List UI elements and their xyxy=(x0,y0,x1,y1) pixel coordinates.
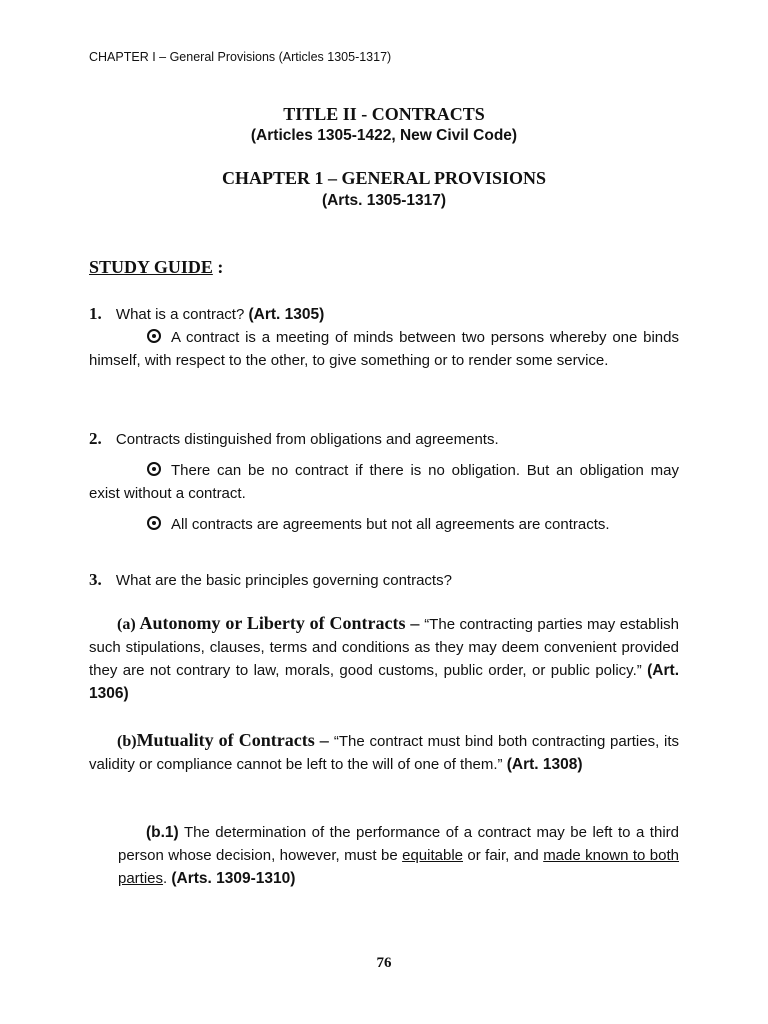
title-heading: TITLE II - CONTRACTS xyxy=(283,104,485,124)
question-1-number: 1. xyxy=(89,304,102,323)
running-header: CHAPTER I – General Provisions (Articles 1305-1317) xyxy=(89,50,392,64)
principle-b1-text-2: or fair, and xyxy=(463,847,544,864)
question-1-text: What is a contract? xyxy=(115,306,249,323)
question-3-number: 3. xyxy=(89,570,102,589)
answer-1-text: A contract is a meeting of minds between two persons whereby one binds himself, with respect to the other, to give something or to render some service. xyxy=(89,329,679,369)
chapter-heading: CHAPTER 1 – GENERAL PROVISIONS xyxy=(221,168,547,188)
answer-2-point-1 xyxy=(89,459,679,505)
question-2 xyxy=(89,427,679,451)
question-3-text: What are the basic principles governing contracts? xyxy=(115,572,452,589)
principle-b xyxy=(89,729,679,776)
principle-b1 xyxy=(118,821,679,890)
circle-bullet-icon xyxy=(147,516,161,530)
principle-b-ref: (Art. 1308) xyxy=(506,756,583,773)
answer-2-point-2 xyxy=(89,513,679,536)
principle-b1-text-3: . xyxy=(163,870,172,887)
study-guide-label: STUDY GUIDE xyxy=(89,257,213,277)
chapter-subheading: (Arts. 1305-1317) xyxy=(321,192,447,209)
title-subheading: (Articles 1305-1422, New Civil Code) xyxy=(250,127,518,144)
question-2-number: 2. xyxy=(89,429,102,448)
question-3 xyxy=(89,568,679,592)
question-1 xyxy=(89,302,679,326)
principle-a-ref: (Art. 1306) xyxy=(89,662,679,702)
principle-b1-underline-1: equitable xyxy=(402,847,463,864)
principle-b-heading: Mutuality of Contracts – xyxy=(136,730,334,750)
circle-bullet-icon xyxy=(147,329,161,343)
question-1-ref: (Art. 1305) xyxy=(248,306,325,323)
principle-b1-ref: (Arts. 1309-1310) xyxy=(171,870,296,887)
principle-b-label: (b) xyxy=(117,733,137,750)
principle-a-text: “The contracting parties may establish such stipulations, clauses, terms and conditions as they may deem convenient provided they are not contrary to law, morals, good customs, public order, or public policy.” xyxy=(89,616,679,679)
answer-2-point-1-text: There can be no contract if there is no obligation. But an obligation may exist without a contract. xyxy=(89,462,679,502)
study-guide-colon: : xyxy=(212,257,224,277)
answer-1 xyxy=(89,326,679,372)
question-2-text: Contracts distinguished from obligations and agreements. xyxy=(115,431,499,448)
principle-a-heading: Autonomy or Liberty of Contracts – xyxy=(135,613,425,633)
principle-a-label: (a) xyxy=(117,616,136,633)
circle-bullet-icon xyxy=(147,462,161,476)
study-guide-heading xyxy=(89,257,223,278)
page-number: 76 xyxy=(376,955,392,971)
principle-b-text: “The contract must bind both contracting parties, its validity or compliance cannot be left to the will of one of them.” xyxy=(89,733,679,773)
answer-2-point-2-text: All contracts are agreements but not all agreements are contracts. xyxy=(171,516,610,533)
principle-b1-label: (b.1) xyxy=(146,824,179,841)
principle-b1-underline-2: made known to both parties xyxy=(118,847,680,887)
principle-a xyxy=(89,612,679,705)
principle-b1-text-1: The determination of the performance of a contract may be left to a third person whose decision, however, must be xyxy=(118,824,679,864)
